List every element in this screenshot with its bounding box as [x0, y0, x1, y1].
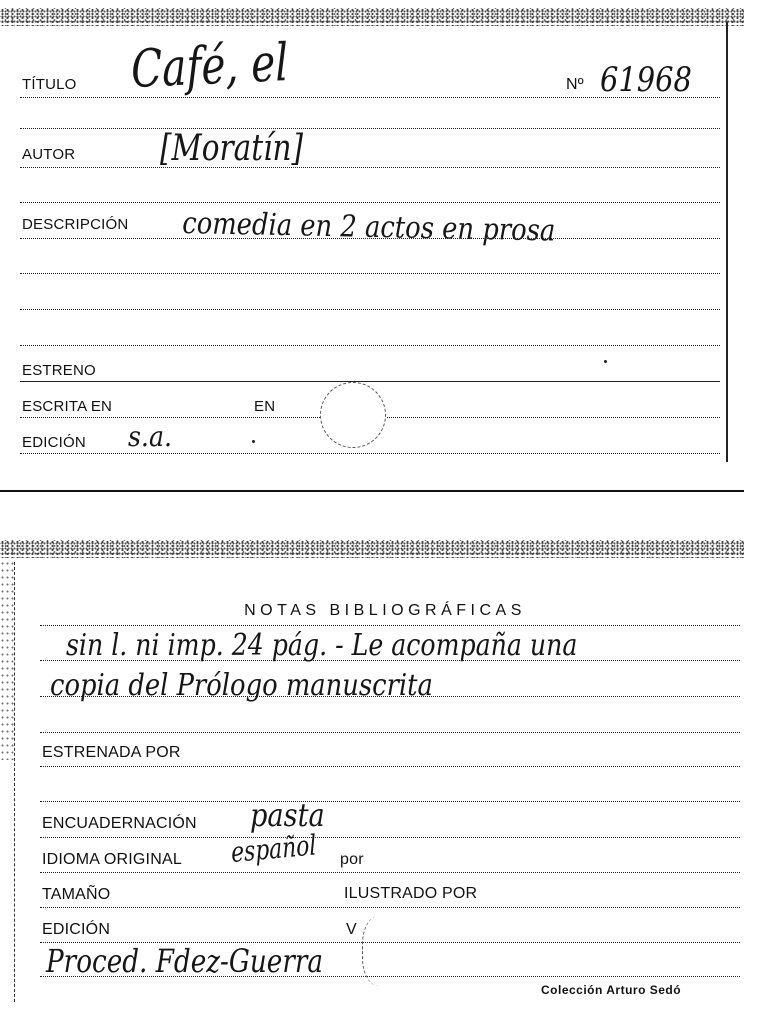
notes-line-1: sin l. ni imp. 24 pág. - Le acompaña una — [66, 628, 578, 663]
descripcion-label: DESCRIPCIÓN — [22, 216, 129, 233]
notes-rule-1 — [40, 625, 740, 626]
autor-label: AUTOR — [22, 146, 76, 163]
procedencia-value: Proced. Fdez-Guerra — [46, 942, 324, 980]
card-bottom-edge — [0, 490, 744, 492]
card-left-border — [14, 562, 17, 1002]
edicion-value: s.a. — [128, 420, 172, 453]
blank-rule-3 — [20, 273, 720, 274]
autor-value: [Moratín] — [160, 128, 304, 169]
notes-line-2: copia del Prólogo manuscrita — [50, 668, 433, 703]
numero-value: 61968 — [600, 60, 692, 100]
notes-rule-2 — [40, 660, 740, 661]
idioma-rule — [40, 872, 740, 873]
estrenada-rule — [40, 766, 740, 767]
card-left-edge — [0, 560, 14, 760]
traducido-por-label: por — [340, 851, 364, 868]
card-top-edge — [0, 540, 744, 558]
blank-rule-4 — [20, 309, 720, 310]
tamano-rule — [40, 907, 740, 908]
edicion-rule — [20, 453, 720, 454]
encuadernacion-value: pasta — [250, 796, 325, 834]
titulo-rule — [20, 97, 720, 98]
notas-heading: NOTAS BIBLIOGRÁFICAS — [244, 602, 526, 619]
blank-rule-2 — [20, 202, 720, 203]
edicion-label: EDICIÓN — [42, 921, 111, 938]
ink-dot — [604, 360, 607, 363]
titulo-value: Café, el — [130, 33, 289, 101]
descripcion-value: comedia en 2 actos en prosa — [182, 206, 556, 249]
procedencia-rule — [40, 976, 740, 977]
edicion-label: EDICIÓN — [22, 434, 86, 451]
card-top-edge — [0, 8, 744, 26]
titulo-label: TÍTULO — [22, 76, 77, 93]
ink-dot — [252, 440, 255, 443]
tamano-label: TAMAÑO — [42, 886, 111, 903]
ilustrado-por-label: ILUSTRADO POR — [344, 885, 478, 902]
blank-rule-1 — [20, 128, 720, 129]
escrita-en-label: ESCRITA EN — [22, 398, 113, 415]
blank-rule — [40, 801, 740, 802]
estreno-label: ESTRENO — [22, 362, 96, 379]
numero-label: Nº — [566, 76, 584, 93]
idioma-original-label: IDIOMA ORIGINAL — [42, 851, 182, 868]
notes-rule-4 — [40, 732, 740, 733]
catalog-card-front — [0, 0, 744, 492]
punch-hole — [320, 382, 386, 448]
catalog-card-back — [0, 540, 744, 1028]
idioma-original-value: español — [230, 828, 318, 869]
autor-rule — [20, 167, 720, 168]
blank-rule-5 — [20, 345, 720, 346]
v-label: V — [346, 921, 357, 938]
descripcion-rule — [20, 238, 720, 239]
encuadernacion-label: ENCUADERNACIÓN — [42, 815, 197, 832]
en-label: EN — [254, 398, 276, 415]
notes-rule-3 — [40, 696, 740, 697]
encuadernacion-rule — [40, 837, 740, 838]
estreno-rule — [20, 381, 720, 382]
estrenada-por-label: ESTRENADA POR — [42, 744, 181, 761]
collection-footer: Colección Arturo Sedó — [541, 983, 682, 997]
card-right-edge — [726, 22, 728, 462]
